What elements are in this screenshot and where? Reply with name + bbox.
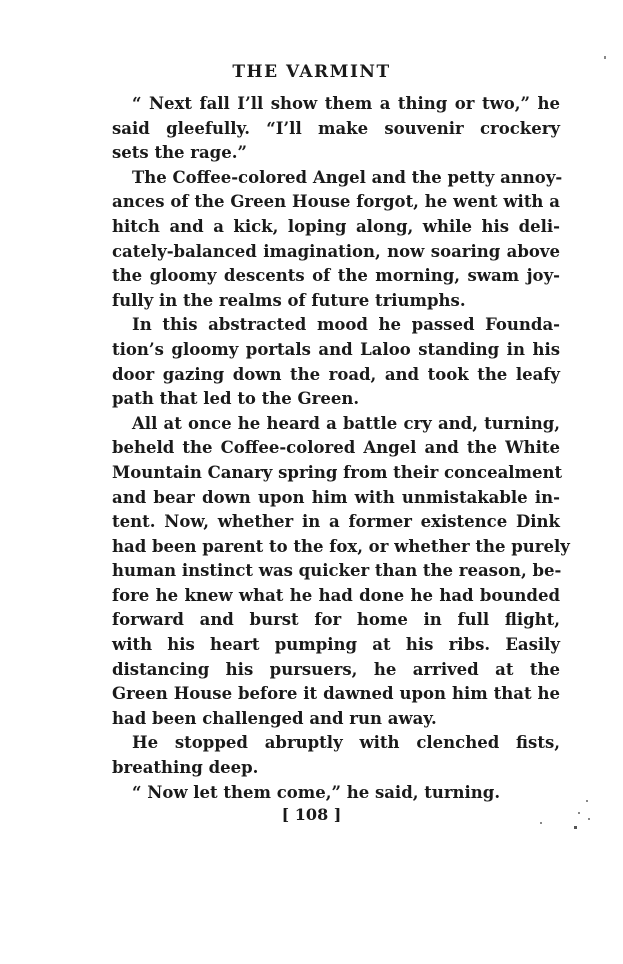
text-line: had been parent to the fox, or whether the purely xyxy=(112,536,570,556)
text-line: hitch and a kick, loping along, while his deli- xyxy=(112,216,560,236)
text-line: distancing his pursuers, he arrived at the xyxy=(112,659,560,679)
text-line: sets the rage.” xyxy=(112,143,247,163)
paragraph xyxy=(112,92,560,166)
text-line: Green House before it dawned upon him that he xyxy=(112,684,560,704)
text-line: cately-balanced imagination, now soaring above xyxy=(112,241,560,261)
text-line: door gazing down the road, and took the leafy xyxy=(112,364,560,384)
text-line: the gloomy descents of the morning, swam joy- xyxy=(112,266,560,286)
text-line: path that led to the Green. xyxy=(112,389,360,409)
text-line: He stopped abruptly with clenched fists, xyxy=(132,733,560,753)
text-line: human instinct was quicker than the reason, be- xyxy=(112,561,562,581)
paragraph xyxy=(112,731,560,780)
scan-speck xyxy=(604,56,606,59)
text-line: and bear down upon him with unmistakable in- xyxy=(112,487,560,507)
text-line: “ Now let them come,” he said, turning. xyxy=(132,782,501,802)
text-line: In this abstracted mood he passed Founda- xyxy=(132,315,560,335)
text-line: “ Next fall I’ll show them a thing or two,” he xyxy=(132,94,560,113)
text-line: ances of the Green House forgot, he went with a xyxy=(112,192,560,212)
text-line: tent. Now, whether in a former existence Dink xyxy=(112,512,560,532)
text-line: Mountain Canary spring from their concealment xyxy=(112,462,563,482)
scan-speck xyxy=(540,822,542,824)
scan-speck xyxy=(578,812,580,814)
text-line: All at once he heard a battle cry and, turning, xyxy=(132,413,560,433)
text-line: fore he knew what he had done he had bounded xyxy=(112,585,560,605)
paragraph xyxy=(112,412,570,732)
running-head: THE VARMINT xyxy=(232,62,391,82)
text-line: The Coffee-colored Angel and the petty annoy- xyxy=(132,167,563,187)
text-line: forward and burst for home in full flight, xyxy=(112,610,560,630)
paragraph xyxy=(112,313,560,411)
text-line: with his heart pumping at his ribs. Easily xyxy=(112,635,560,655)
text-line: beheld the Coffee-colored Angel and the White xyxy=(112,438,560,458)
text-line: tion’s gloomy portals and Laloo standing in his xyxy=(112,339,560,359)
scan-speck xyxy=(588,818,590,820)
body-text xyxy=(112,92,570,805)
text-line: had been challenged and run away. xyxy=(112,708,437,728)
text-line: fully in the realms of future triumphs. xyxy=(112,290,466,310)
text-line: breathing deep. xyxy=(112,758,259,778)
paragraph xyxy=(112,166,563,314)
scan-speck xyxy=(586,800,588,802)
scan-speck xyxy=(574,826,577,829)
text-line: said gleefully. “I’ll make souvenir crockery xyxy=(112,118,560,138)
paragraph xyxy=(112,781,560,806)
page-number: [ 108 ] xyxy=(281,805,342,824)
